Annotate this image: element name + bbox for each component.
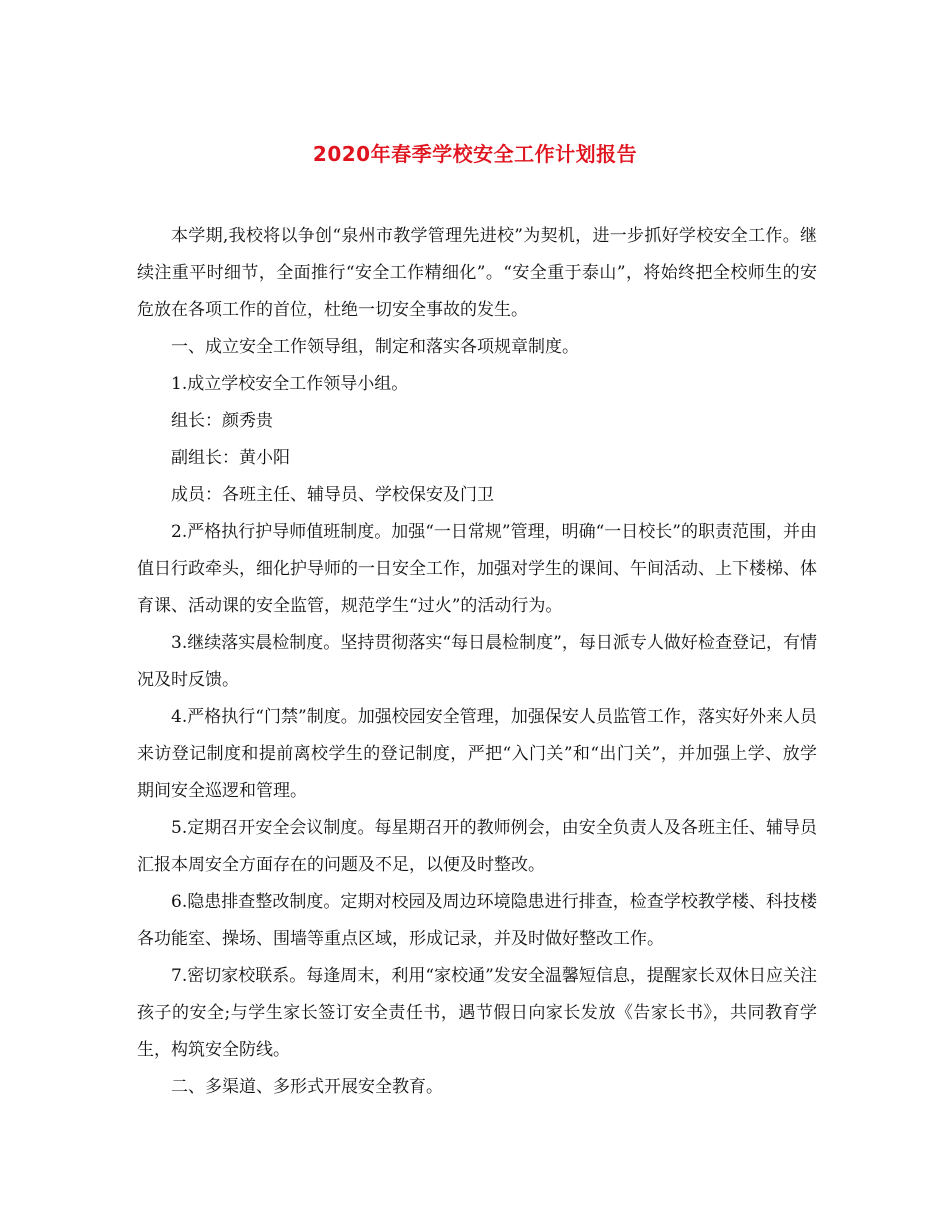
list-item-2: 2.严格执行护导师值班制度。加强“一日常规”管理，明确“一日校长”的职责范围，并由值日行政牵头，细化护导师的一日安全工作，加强对学生的课间、午间活动、上下楼梯、体育课、活动课的安全监管，规范学生“过火”的活动行为。	[137, 522, 817, 616]
members-line: 成员：各班主任、辅导员、学校保安及门卫	[171, 485, 494, 505]
list-item-4: 4.严格执行“门禁”制度。加强校园安全管理，加强保安人员监管工作，落实好外来人员来访登记制度和提前离校学生的登记制度，严把“入门关”和“出门关”，并加强上学、放学期间安全巡逻和管理。	[137, 707, 817, 801]
section-heading-2: 二、多渠道、多形式开展安全教育。	[171, 1077, 443, 1097]
intro-paragraph: 本学期,我校将以争创“泉州市教学管理先进校”为契机，进一步抓好学校安全工作。继续注重平时细节，全面推行“安全工作精细化”。“安全重于泰山”，将始终把全校师生的安危放在各项工作的首位，杜绝一切安全事故的发生。	[137, 226, 817, 320]
document-body	[137, 218, 817, 1106]
document-title: 2020年春季学校安全工作计划报告	[312, 142, 638, 166]
group-leader-line: 组长：颜秀贵	[171, 411, 273, 431]
section-heading-1: 一、成立安全工作领导组，制定和落实各项规章制度。	[171, 337, 579, 357]
list-item-5: 5.定期召开安全会议制度。每星期召开的教师例会，由安全负责人及各班主任、辅导员汇报本周安全方面存在的问题及不足，以便及时整改。	[137, 818, 817, 875]
list-item-3: 3.继续落实晨检制度。坚持贯彻落实“每日晨检制度”，每日派专人做好检查登记，有情况及时反馈。	[137, 633, 817, 690]
deputy-leader-line: 副组长：黄小阳	[171, 448, 290, 468]
list-item-6: 6.隐患排查整改制度。定期对校园及周边环境隐患进行排查，检查学校教学楼、科技楼各功能室、操场、围墙等重点区域，形成记录，并及时做好整改工作。	[137, 892, 817, 949]
list-item-1: 1.成立学校安全工作领导小组。	[171, 374, 409, 394]
list-item-7: 7.密切家校联系。每逢周末，利用“家校通”发安全温馨短信息，提醒家长双休日应关注孩子的安全;与学生家长签订安全责任书，遇节假日向家长发放《告家长书》，共同教育学生，构筑安全防线。	[137, 966, 817, 1060]
